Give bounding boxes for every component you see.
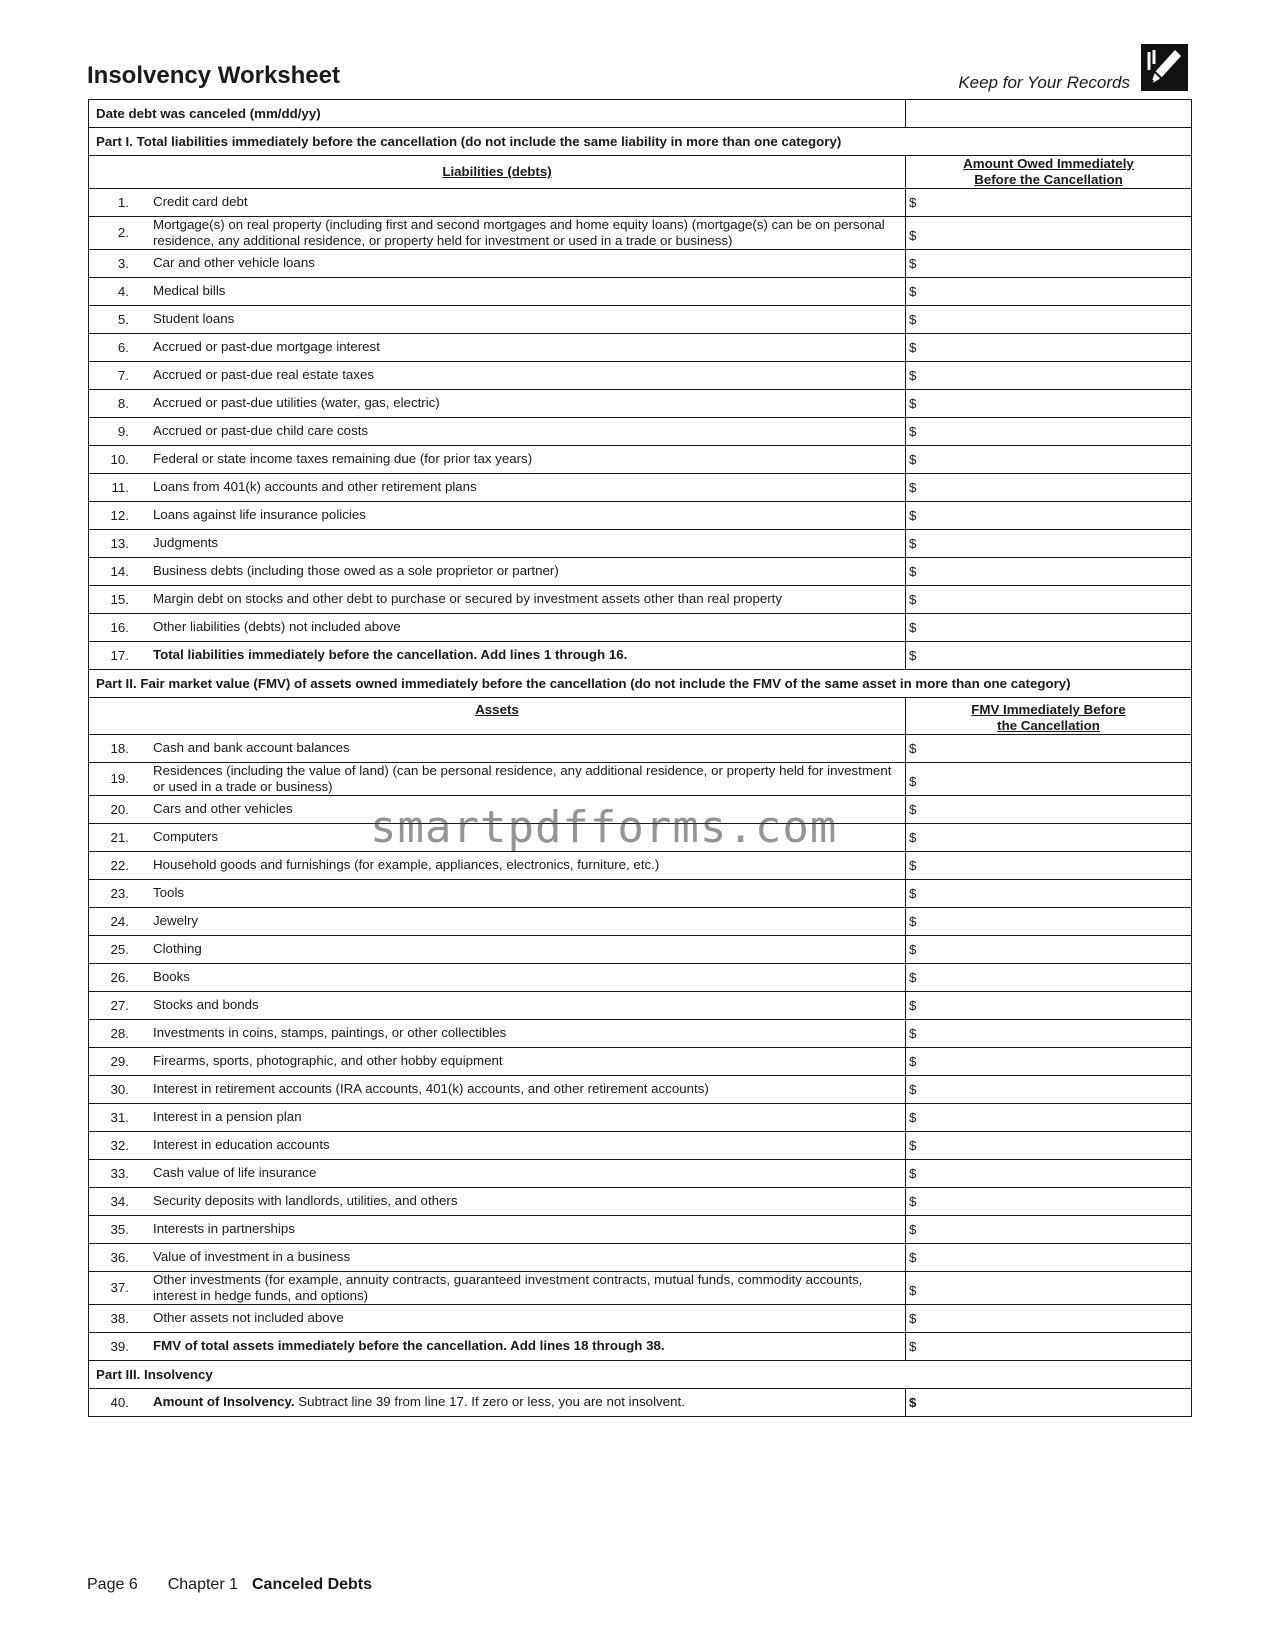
line-number: 24. bbox=[110, 913, 129, 929]
line-number: 39. bbox=[110, 1338, 129, 1354]
line-label: Car and other vehicle loans bbox=[153, 255, 315, 271]
line-label: Margin debt on stocks and other debt to purchase or secured by investment assets other than real property bbox=[153, 591, 782, 607]
line-description-cell bbox=[89, 1187, 906, 1215]
line-label: Value of investment in a business bbox=[153, 1249, 351, 1265]
line-row bbox=[89, 1019, 1192, 1047]
watermark: smartpdfforms.com bbox=[370, 802, 838, 853]
line-number: 29. bbox=[110, 1053, 129, 1069]
line-number: 31. bbox=[110, 1109, 129, 1125]
line-label: Cars and other vehicles bbox=[153, 801, 293, 817]
pen-records-icon bbox=[1141, 44, 1188, 91]
line-number: 32. bbox=[110, 1137, 129, 1153]
line-row bbox=[89, 188, 1192, 216]
line-number: 37. bbox=[110, 1280, 129, 1296]
line-amount-field[interactable]: $ bbox=[906, 501, 1192, 529]
line-number: 25. bbox=[110, 941, 129, 957]
line-amount-field[interactable]: $ bbox=[906, 935, 1192, 963]
line-number: 13. bbox=[110, 535, 129, 551]
line-row bbox=[89, 879, 1192, 907]
line-row bbox=[89, 333, 1192, 361]
line-amount-field[interactable]: $ bbox=[906, 305, 1192, 333]
date-canceled-label: Date debt was canceled (mm/dd/yy) bbox=[89, 100, 906, 128]
line-row bbox=[89, 501, 1192, 529]
line-number: 8. bbox=[117, 395, 129, 411]
line-row bbox=[89, 305, 1192, 333]
line-amount-field[interactable]: $ bbox=[906, 1332, 1192, 1360]
line-description-cell bbox=[89, 1243, 906, 1271]
line-row bbox=[89, 963, 1192, 991]
line-number: 20. bbox=[110, 801, 129, 817]
line-label: Clothing bbox=[153, 941, 202, 957]
part3-heading: Part III. Insolvency bbox=[89, 1360, 1192, 1388]
line-amount-field[interactable]: $ bbox=[906, 389, 1192, 417]
line-label: Credit card debt bbox=[153, 194, 248, 210]
line-description-cell bbox=[89, 762, 906, 795]
line-label: Other assets not included above bbox=[153, 1310, 344, 1326]
line-description-cell bbox=[89, 1019, 906, 1047]
line-description-cell bbox=[89, 501, 906, 529]
line-description-cell bbox=[89, 1271, 906, 1304]
line-label: Business debts (including those owed as a sole proprietor or partner) bbox=[153, 563, 559, 579]
line-label: Cash value of life insurance bbox=[153, 1165, 317, 1181]
line-number: 5. bbox=[117, 311, 129, 327]
line-description-cell bbox=[89, 216, 906, 249]
line-number: 33. bbox=[110, 1165, 129, 1181]
line-number: 38. bbox=[110, 1310, 129, 1326]
line-number: 30. bbox=[110, 1081, 129, 1097]
line-amount-field[interactable]: $ bbox=[906, 795, 1192, 823]
line-amount-field[interactable]: $ bbox=[906, 188, 1192, 216]
line-label: Accrued or past-due real estate taxes bbox=[153, 367, 374, 383]
part1-heading-row bbox=[89, 128, 1192, 156]
line-description-cell bbox=[89, 1332, 906, 1360]
line-label: Mortgage(s) on real property (including first and second mortgages and home equity loans) (mortgage(s) can be on personal residence, any additional residence, or property held for investment or used in a trade or business) bbox=[153, 216, 885, 248]
line-amount-field[interactable]: $ bbox=[906, 1103, 1192, 1131]
page-title: Insolvency Worksheet bbox=[87, 62, 340, 89]
line-row bbox=[89, 1187, 1192, 1215]
line-description-cell bbox=[89, 851, 906, 879]
line-label: Interest in a pension plan bbox=[153, 1109, 302, 1125]
part1-column-header-row bbox=[89, 156, 1192, 189]
line-number: 16. bbox=[110, 619, 129, 635]
line-number: 17. bbox=[110, 647, 129, 663]
line-number: 6. bbox=[117, 339, 129, 355]
line-amount-field[interactable]: $ bbox=[906, 991, 1192, 1019]
line-amount-field[interactable]: $ bbox=[906, 1243, 1192, 1271]
line-amount-field[interactable]: $ bbox=[906, 1075, 1192, 1103]
part1-heading: Part I. Total liabilities immediately before the cancellation (do not include the same liability in more than one category) bbox=[89, 128, 1192, 156]
line-description-cell bbox=[89, 188, 906, 216]
line-label: Security deposits with landlords, utilities, and others bbox=[153, 1193, 458, 1209]
line-row bbox=[89, 277, 1192, 305]
line-description-cell bbox=[89, 445, 906, 473]
line-description-cell bbox=[89, 1304, 906, 1332]
line-label: Interest in education accounts bbox=[153, 1137, 330, 1153]
line-description-cell bbox=[89, 389, 906, 417]
line-label: Residences (including the value of land) (can be personal residence, any additional residence, or property held for investment or used in a trade or business) bbox=[153, 762, 892, 794]
line-label: Other liabilities (debts) not included above bbox=[153, 619, 401, 635]
line-row bbox=[89, 851, 1192, 879]
line-label: Interest in retirement accounts (IRA accounts, 401(k) accounts, and other retirement accounts) bbox=[153, 1081, 709, 1097]
line-description-cell bbox=[89, 795, 906, 823]
line-number: 35. bbox=[110, 1221, 129, 1237]
line-description-cell bbox=[89, 1103, 906, 1131]
line-row bbox=[89, 585, 1192, 613]
line-amount-field[interactable]: $ bbox=[906, 823, 1192, 851]
line-number: 10. bbox=[110, 451, 129, 467]
line-number: 3. bbox=[117, 255, 129, 271]
line-number: 4. bbox=[117, 283, 129, 299]
line-description-cell bbox=[89, 1047, 906, 1075]
line-label: Other investments (for example, annuity contracts, guaranteed investment contracts, mutual funds, commodity accounts, interest in hedge funds, and options) bbox=[153, 1271, 863, 1303]
line-label: Accrued or past-due mortgage interest bbox=[153, 339, 380, 355]
line-row bbox=[89, 417, 1192, 445]
line-row bbox=[89, 795, 1192, 823]
line-description-cell bbox=[89, 1215, 906, 1243]
line-row bbox=[89, 389, 1192, 417]
line-label: Firearms, sports, photographic, and other hobby equipment bbox=[153, 1053, 503, 1069]
line-description-cell bbox=[89, 529, 906, 557]
line-label: Accrued or past-due child care costs bbox=[153, 423, 369, 439]
line-amount-field[interactable]: $ bbox=[906, 417, 1192, 445]
line-description-cell bbox=[89, 823, 906, 851]
line-description-cell bbox=[89, 991, 906, 1019]
line-row bbox=[89, 1243, 1192, 1271]
line-amount-field[interactable]: $ bbox=[906, 641, 1192, 669]
line-row bbox=[89, 762, 1192, 795]
line-label: Stocks and bonds bbox=[153, 997, 259, 1013]
insolvency-worksheet-table bbox=[88, 99, 1192, 1417]
line-number: 23. bbox=[110, 885, 129, 901]
line-label: Student loans bbox=[153, 311, 235, 327]
line-amount-field[interactable]: $ bbox=[906, 613, 1192, 641]
keep-records-note: Keep for Your Records bbox=[958, 73, 1130, 92]
date-canceled-row bbox=[89, 100, 1192, 128]
line-row bbox=[89, 1271, 1192, 1304]
line-row bbox=[89, 1159, 1192, 1187]
line-number: 28. bbox=[110, 1025, 129, 1041]
line-label: Medical bills bbox=[153, 283, 226, 299]
assets-column-header: Assets bbox=[89, 697, 906, 734]
line-amount-field[interactable]: $ bbox=[906, 1271, 1192, 1304]
line-number: 21. bbox=[110, 829, 129, 845]
line-description-cell bbox=[89, 361, 906, 389]
line-label: Total liabilities immediately before the cancellation. Add lines 1 through 16. bbox=[153, 647, 628, 663]
line-row bbox=[89, 935, 1192, 963]
line-amount-field[interactable]: $ bbox=[906, 907, 1192, 935]
line-number: 9. bbox=[117, 423, 129, 439]
line-description-cell bbox=[89, 417, 906, 445]
line-row bbox=[89, 823, 1192, 851]
part2-heading-row bbox=[89, 669, 1192, 697]
line-amount-field[interactable]: $ bbox=[906, 445, 1192, 473]
line-row bbox=[89, 907, 1192, 935]
line-description-cell bbox=[89, 305, 906, 333]
line-description-cell bbox=[89, 907, 906, 935]
line-description-cell bbox=[89, 557, 906, 585]
line-row bbox=[89, 529, 1192, 557]
line-label-bold: Amount of Insolvency. bbox=[153, 1394, 295, 1410]
line-40-cell bbox=[89, 1388, 906, 1416]
line-amount-field[interactable]: $ bbox=[906, 1304, 1192, 1332]
line-amount-field[interactable]: $ bbox=[906, 473, 1192, 501]
line-row bbox=[89, 734, 1192, 762]
page-number: Page 6 bbox=[87, 1576, 138, 1593]
line-row bbox=[89, 557, 1192, 585]
part2-heading: Part II. Fair market value (FMV) of assets owned immediately before the cancellation (do not include the FMV of the same asset in more than one category) bbox=[89, 669, 1192, 697]
line-description-cell bbox=[89, 613, 906, 641]
line-number: 34. bbox=[110, 1193, 129, 1209]
line-amount-field[interactable]: $ bbox=[906, 1187, 1192, 1215]
line-number: 14. bbox=[110, 563, 129, 579]
line-amount-field[interactable]: $ bbox=[906, 734, 1192, 762]
line-amount-field[interactable]: $ bbox=[906, 249, 1192, 277]
part2-column-header-row bbox=[89, 697, 1192, 734]
line-row bbox=[89, 445, 1192, 473]
line-number: 7. bbox=[117, 367, 129, 383]
line-label: Loans from 401(k) accounts and other retirement plans bbox=[153, 479, 477, 495]
line-label: Loans against life insurance policies bbox=[153, 507, 366, 523]
line-number: 40. bbox=[110, 1394, 129, 1410]
amount-owed-column-header: Amount Owed Immediately Before the Cancellation bbox=[906, 156, 1192, 189]
line-amount-field[interactable]: $ bbox=[906, 963, 1192, 991]
line-amount-field[interactable]: $ bbox=[906, 529, 1192, 557]
line-label: FMV of total assets immediately before the cancellation. Add lines 18 through 38. bbox=[153, 1338, 665, 1354]
line-description-cell bbox=[89, 1159, 906, 1187]
line-row bbox=[89, 613, 1192, 641]
line-40-row bbox=[89, 1388, 1192, 1416]
line-row bbox=[89, 991, 1192, 1019]
liabilities-column-header: Liabilities (debts) bbox=[89, 156, 906, 189]
line-40-amount-field[interactable]: $ bbox=[906, 1388, 1192, 1416]
line-row bbox=[89, 1131, 1192, 1159]
line-amount-field[interactable]: $ bbox=[906, 277, 1192, 305]
line-amount-field[interactable]: $ bbox=[906, 762, 1192, 795]
line-description-cell bbox=[89, 1075, 906, 1103]
line-amount-field[interactable]: $ bbox=[906, 585, 1192, 613]
line-number: 19. bbox=[110, 771, 129, 787]
line-label: Investments in coins, stamps, paintings, or other collectibles bbox=[153, 1025, 507, 1041]
line-description-cell bbox=[89, 333, 906, 361]
line-row bbox=[89, 1332, 1192, 1360]
line-row bbox=[89, 1103, 1192, 1131]
line-amount-field[interactable]: $ bbox=[906, 1159, 1192, 1187]
chapter-label: Chapter 1 bbox=[167, 1576, 238, 1593]
part3-heading-row bbox=[89, 1360, 1192, 1388]
line-label: Subtract line 39 from line 17. If zero or less, you are not insolvent. bbox=[294, 1394, 685, 1410]
line-number: 11. bbox=[111, 479, 129, 495]
line-row bbox=[89, 1075, 1192, 1103]
line-description-cell bbox=[89, 585, 906, 613]
line-description-cell bbox=[89, 963, 906, 991]
line-description-cell bbox=[89, 277, 906, 305]
line-label: Cash and bank account balances bbox=[153, 740, 350, 756]
line-label: Accrued or past-due utilities (water, gas, electric) bbox=[153, 395, 440, 411]
line-amount-field[interactable]: $ bbox=[906, 1131, 1192, 1159]
line-number: 26. bbox=[110, 969, 129, 985]
line-amount-field[interactable]: $ bbox=[906, 851, 1192, 879]
line-label: Jewelry bbox=[153, 913, 199, 929]
line-description-cell bbox=[89, 249, 906, 277]
line-description-cell bbox=[89, 641, 906, 669]
line-description-cell bbox=[89, 879, 906, 907]
line-number: 12. bbox=[110, 507, 129, 523]
line-label: Household goods and furnishings (for example, appliances, electronics, furniture, etc.) bbox=[153, 857, 660, 873]
line-number: 1. bbox=[117, 194, 129, 210]
line-label: Tools bbox=[153, 885, 185, 901]
line-number: 36. bbox=[110, 1249, 129, 1265]
line-amount-field[interactable]: $ bbox=[906, 1047, 1192, 1075]
line-amount-field[interactable]: $ bbox=[906, 1215, 1192, 1243]
line-description-cell bbox=[89, 1131, 906, 1159]
line-label: Computers bbox=[153, 829, 219, 845]
line-amount-field[interactable]: $ bbox=[906, 361, 1192, 389]
line-description-cell bbox=[89, 473, 906, 501]
line-row bbox=[89, 473, 1192, 501]
fmv-column-header: FMV Immediately Before the Cancellation bbox=[906, 697, 1192, 734]
line-label: Federal or state income taxes remaining due (for prior tax years) bbox=[153, 451, 533, 467]
line-label: Books bbox=[153, 969, 190, 985]
line-number: 27. bbox=[110, 997, 129, 1013]
line-row bbox=[89, 216, 1192, 249]
line-number: 22. bbox=[110, 857, 129, 873]
line-amount-field[interactable]: $ bbox=[906, 1019, 1192, 1047]
line-number: 2. bbox=[117, 225, 129, 241]
line-amount-field[interactable]: $ bbox=[906, 216, 1192, 249]
date-canceled-field[interactable] bbox=[906, 100, 1192, 128]
page-footer bbox=[87, 1576, 372, 1594]
line-description-cell bbox=[89, 734, 906, 762]
line-row bbox=[89, 641, 1192, 669]
line-row bbox=[89, 249, 1192, 277]
line-row bbox=[89, 1304, 1192, 1332]
line-row bbox=[89, 361, 1192, 389]
line-label: Judgments bbox=[153, 535, 219, 551]
line-amount-field[interactable]: $ bbox=[906, 879, 1192, 907]
line-description-cell bbox=[89, 935, 906, 963]
line-row bbox=[89, 1047, 1192, 1075]
line-amount-field[interactable]: $ bbox=[906, 557, 1192, 585]
line-amount-field[interactable]: $ bbox=[906, 333, 1192, 361]
line-row bbox=[89, 1215, 1192, 1243]
line-number: 15. bbox=[110, 591, 129, 607]
section-title: Canceled Debts bbox=[251, 1576, 373, 1593]
line-number: 18. bbox=[110, 740, 129, 756]
line-label: Interests in partnerships bbox=[153, 1221, 295, 1237]
